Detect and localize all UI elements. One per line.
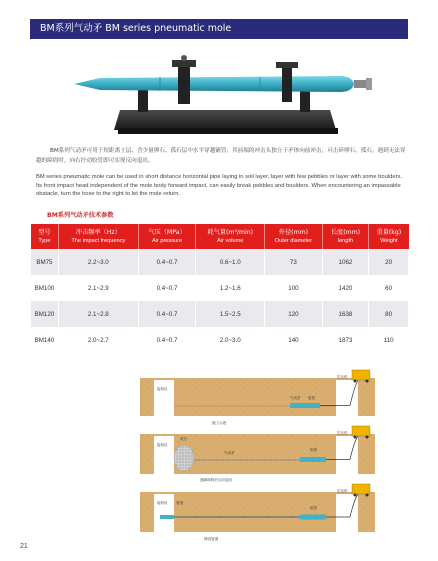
cell: 2.0~2.7 <box>58 327 138 353</box>
diagram-panel-1 <box>140 370 375 425</box>
cell: 110 <box>369 327 409 353</box>
diagram-label-hose: 胶管 <box>310 448 318 452</box>
cell: 73 <box>265 249 323 275</box>
cell: 20 <box>369 249 409 275</box>
spec-table-title: BM系列气动矛技术参数 <box>47 212 114 219</box>
spec-header-row <box>31 224 409 249</box>
cell: 2.2~3.0 <box>58 249 138 275</box>
table-row <box>31 249 409 275</box>
table-row <box>31 327 409 353</box>
diagram-panel-2 <box>140 426 375 482</box>
intro-chinese: BM系列气动矛可用于短距离土层、含少量卵石、孤石层中水平穿越铺管，其前端的冲击头独立于矛体向前冲击，可击碎卵石、孤石。遇到无法穿越的障碍时，向右拧动胶管即可实现反向退出。 <box>36 148 406 164</box>
diagram-label-hose: 胶管 <box>310 506 318 510</box>
cell: 0.4~0.7 <box>138 327 196 353</box>
diagram-label-gas: 气动矛 <box>224 451 235 455</box>
diagram-caption-2: 遇障碍物后反向退出 <box>200 478 233 482</box>
cell: BM140 <box>31 327 58 353</box>
cell: 60 <box>369 275 409 301</box>
product-photo <box>60 48 380 140</box>
cell: 0.6~1.0 <box>196 249 265 275</box>
table-row <box>31 301 409 327</box>
cell: 0.4~0.7 <box>138 301 196 327</box>
diagram-label-compressor: 空压机 <box>337 489 348 493</box>
cell: 120 <box>265 301 323 327</box>
construction-diagram <box>140 368 375 546</box>
cell: BM120 <box>31 301 58 327</box>
cell: 140 <box>265 327 323 353</box>
diagram-label-compressor: 空压机 <box>337 431 348 435</box>
col-pressure: 气压（MPa） Air pressure <box>138 224 196 249</box>
cell: 1873 <box>322 327 369 353</box>
diagram-label-pit: 接收坑 <box>157 501 168 505</box>
section-title: BM系列气动矛 BM series pneumatic mole <box>30 19 408 39</box>
table-row <box>31 275 409 301</box>
cell: 100 <box>265 275 323 301</box>
cell: 2.1~2.9 <box>58 275 138 301</box>
col-outer-diameter: 外径(mm) Outer diameter <box>265 224 323 249</box>
diagram-caption-1: 施工示意 <box>212 421 227 425</box>
cell: 0.4~0.7 <box>138 249 196 275</box>
cell: 80 <box>369 301 409 327</box>
cell: 1638 <box>322 301 369 327</box>
col-type: 型号 Type <box>31 224 58 249</box>
col-frequency: 冲击频率（Hz） The impact frequency <box>58 224 138 249</box>
spec-table <box>31 224 409 353</box>
diagram-label-gas: 气动矛 <box>290 396 301 400</box>
cell: 1062 <box>322 249 369 275</box>
diagram-label-compressor: 空压机 <box>337 375 348 379</box>
cell: 2.0~3.0 <box>196 327 265 353</box>
diagram-label-pipe: 管道 <box>176 501 184 505</box>
col-weight: 重量(kg) Weight <box>369 224 409 249</box>
col-air-volume: 耗气量(m³/min) Air volume <box>196 224 265 249</box>
cell: 1420 <box>322 275 369 301</box>
cell: 1.5~2.5 <box>196 301 265 327</box>
page-number: 21 <box>20 543 28 550</box>
col-length: 长度(mm) length <box>322 224 369 249</box>
diagram-panel-3 <box>140 484 375 541</box>
intro-english: BM series pneumatic mole can be used in short distance horizontal pipe laying in soil layer, layer with few pebbles or layer with some boulders. Its front impact head independent of the mole body forward impact, can easily break pebbles and boulders. When encountering an impassable obstacle, turn the hose to the right to let the mole return. <box>36 174 403 197</box>
cell: BM100 <box>31 275 58 301</box>
cell: 0.4~0.7 <box>138 275 196 301</box>
diagram-label-pit: 接收坑 <box>157 387 168 391</box>
cell: 1.2~1.6 <box>196 275 265 301</box>
cell: 2.1~2.8 <box>58 301 138 327</box>
diagram-label-stone: 孤石 <box>180 437 188 441</box>
diagram-caption-3: 铺设管道 <box>204 537 219 541</box>
diagram-label-hose: 胶管 <box>308 396 316 400</box>
cell: BM75 <box>31 249 58 275</box>
diagram-label-pit: 接收坑 <box>157 443 168 447</box>
